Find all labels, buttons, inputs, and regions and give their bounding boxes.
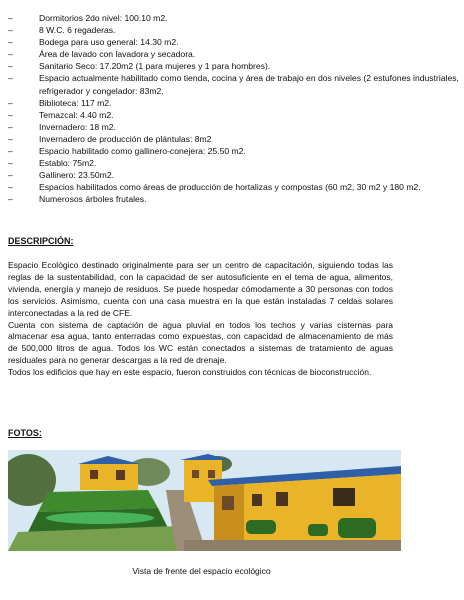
list-item [8, 181, 460, 193]
list-bullet: – [8, 109, 13, 120]
list-bullet: – [8, 146, 13, 157]
list-bullet: – [8, 37, 13, 48]
list-bullet: – [8, 158, 13, 169]
list-item [8, 12, 460, 24]
list-item [8, 24, 460, 36]
list-bullet: – [8, 97, 13, 108]
list-item [8, 145, 460, 157]
list-item [8, 36, 460, 48]
list-item-text: 8 W.C. 6 regaderas. [39, 25, 116, 36]
description-paragraph: Todos los edificios que hay en este espacio, fueron construidos con técnicas de bioconstrucción. [8, 367, 372, 378]
list-bullet: – [8, 182, 13, 193]
ecological-space-photo [8, 450, 401, 551]
list-bullet: – [8, 133, 13, 144]
list-item [8, 97, 460, 109]
list-bullet: – [8, 170, 13, 181]
description-body [8, 260, 393, 379]
photo-illustration [8, 450, 401, 551]
photo-caption: Vista de frente del espacio ecológico [132, 566, 271, 576]
list-item-text: Gallinero: 23.50m2. [39, 170, 114, 181]
list-bullet: – [8, 73, 13, 84]
list-item-text: Espacio actualmente habilitado como tienda, cocina y área de trabajo en dos niveles (2 estufones industriales, refrigerador y congelador: 83m2. [39, 73, 459, 96]
list-item [8, 60, 460, 72]
list-item [8, 157, 460, 169]
list-bullet: – [8, 61, 13, 72]
list-item-text: Temazcal: 4.40 m2. [39, 109, 114, 120]
description-heading: DESCRIPCIÓN: [8, 236, 74, 246]
list-item [8, 121, 460, 133]
list-item-text: Espacios habilitados como áreas de producción de hortalizas y compostas (60 m2, 30 m2 y 180 m2. [39, 182, 421, 193]
list-bullet: – [8, 121, 13, 132]
list-item-text: Numerosos árboles frutales. [39, 194, 147, 205]
list-item [8, 109, 460, 121]
description-paragraph: Espacio Ecológico destinado originalmente para ser un centro de capacitación, siguiendo todas las reglas de la sustentabilidad, con la capacidad de ser autosuficiente en el tema de agua, alimentos, vivienda, energía y manejo de residuos. Se puede hospedar cómodamente a 30 personas con todos los servicios. Asimismo, cuenta con una casa muestra en la que están instaladas 7 celdas solares interconectadas a la red de CFE. [8, 260, 393, 318]
list-bullet: – [8, 194, 13, 205]
list-item-text: Invernadero de producción de plántulas: 8m2 [39, 133, 212, 144]
list-item-text: Dormitorios 2do nivel: 100.10 m2. [39, 13, 168, 23]
list-bullet: – [8, 49, 13, 60]
description-paragraph: Cuenta con sistema de captación de agua pluvial en todos los techos y varias cisternas para almacenar esa agua, tanto enterradas como expuestas, con capacidad de almacenamiento de más de 500,000 litros de agua. Todos los WC están conectados a sistemas de tratamiento de aguas residuales para no generar descargas a la red de drenaje. [8, 319, 393, 366]
photos-heading: FOTOS: [8, 428, 42, 438]
list-item [8, 193, 460, 205]
list-item [8, 72, 460, 96]
facilities-list [8, 12, 460, 206]
list-item-text: Área de lavado con lavadora y secadora. [39, 49, 196, 60]
list-item-text: Bodega para uso general: 14.30 m2. [39, 37, 179, 48]
list-item [8, 169, 460, 181]
list-item [8, 48, 460, 60]
list-item-text: Espacio habilitado como gallinero-conejera: 25.50 m2. [39, 146, 246, 157]
list-item-text: Sanitario Seco: 17.20m2 (1 para mujeres y 1 para hombres). [39, 61, 271, 72]
list-item-text: Biblioteca: 117 m2. [39, 97, 112, 108]
list-item [8, 133, 460, 145]
list-bullet: – [8, 25, 13, 36]
list-item-text: Establo: 75m2. [39, 158, 97, 169]
list-bullet: – [8, 13, 13, 23]
list-item-text: Invernadero: 18 m2. [39, 121, 116, 132]
